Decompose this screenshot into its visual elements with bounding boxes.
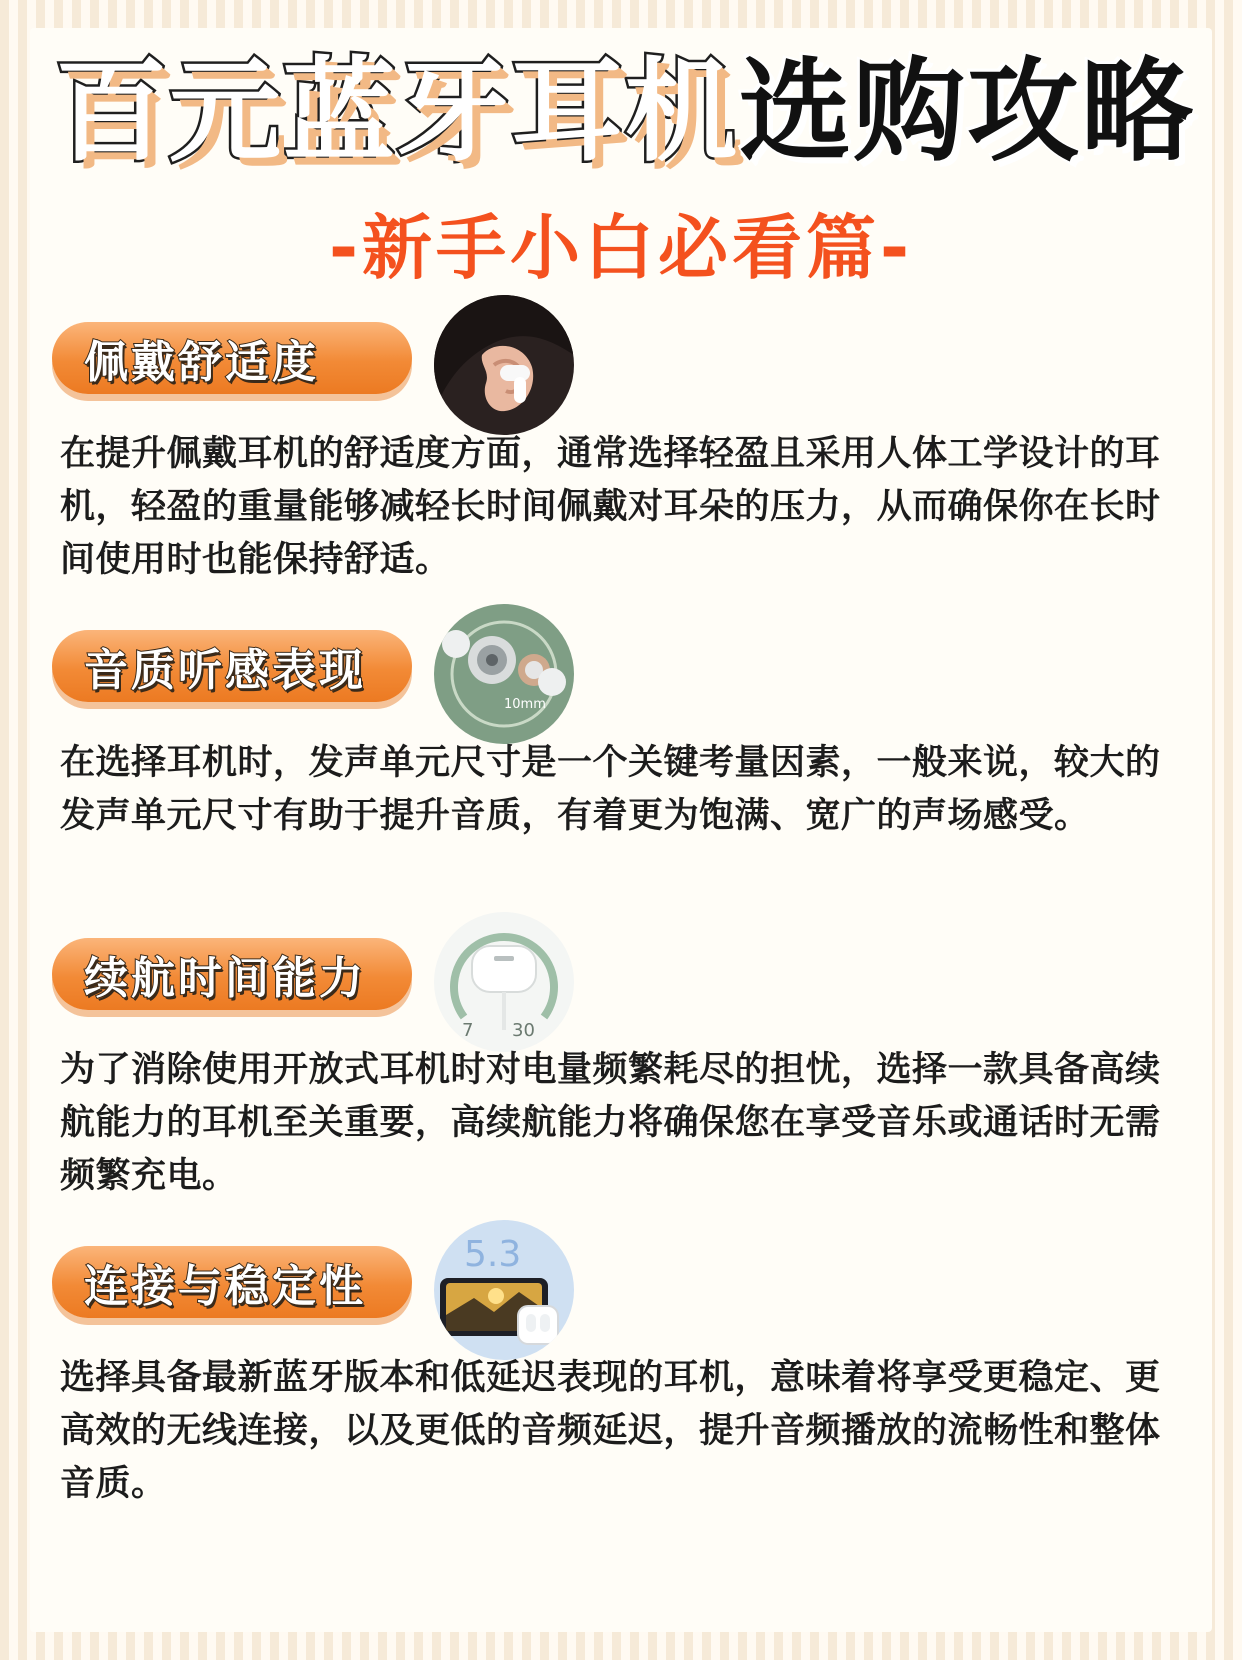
- section-text-battery: 为了消除使用开放式耳机时对电量频繁耗尽的担忧，选择一款具备高续航能力的耳机至关重要，高续航能力将确保您在享受音乐或通话时无需频繁充电。: [60, 1050, 1161, 1196]
- section-heading-sound: 音质听感表现: [52, 630, 412, 702]
- section-heading-comfort: 佩戴舒适度: [52, 322, 412, 394]
- section-heading-battery: 续航时间能力: [52, 938, 412, 1010]
- section-text-comfort: 在提升佩戴耳机的舒适度方面，通常选择轻盈且采用人体工学设计的耳机，轻盈的重量能够减轻长时间佩戴对耳朵的压力，从而确保你在长时间使用时也能保持舒适。: [60, 434, 1161, 580]
- title-part-2: 选购攻略: [739, 47, 1195, 177]
- section-heading-connection: 连接与稳定性: [52, 1246, 412, 1318]
- page-subtitle: -新手小白必看篇-: [328, 207, 914, 289]
- bluetooth-phone-earbuds-photo: [434, 1220, 574, 1360]
- speaker-driver-photo: [434, 604, 574, 744]
- svg-text:7: 7: [462, 1020, 474, 1041]
- page-title: [50, 40, 1200, 177]
- ear-wearing-earbud-photo: [434, 295, 574, 435]
- svg-text:30: 30: [512, 1020, 535, 1041]
- title-part-1: 百元蓝牙耳机: [55, 47, 739, 177]
- svg-text:5.3: 5.3: [464, 1234, 522, 1275]
- section-text-connection: 选择具备最新蓝牙版本和低延迟表现的耳机，意味着将享受更稳定、更高效的无线连接，以及更低的音频延迟，提升音频播放的流畅性和整体音质。: [60, 1358, 1161, 1504]
- svg-text:10mm: 10mm: [504, 697, 546, 712]
- section-text-sound: 在选择耳机时，发声单元尺寸是一个关键考量因素，一般来说，较大的发声单元尺寸有助于提升音质，有着更为饱满、宽广的声场感受。: [60, 743, 1161, 836]
- earbud-case-battery-photo: [434, 912, 574, 1052]
